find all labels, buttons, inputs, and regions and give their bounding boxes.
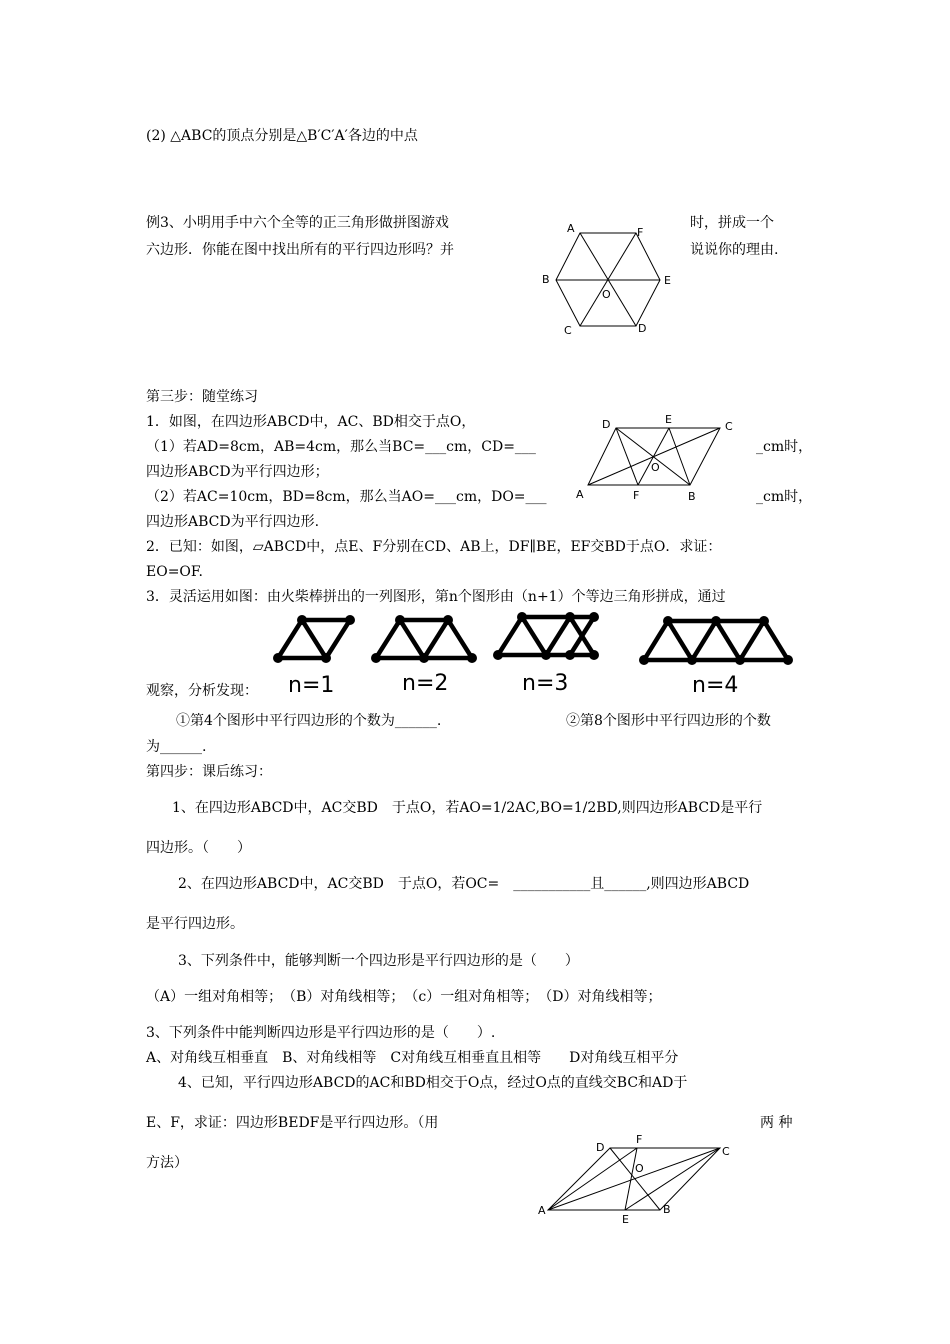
p1-label-c: C	[725, 420, 733, 433]
text-line: 1、在四边形ABCD中，AC交BD 于点O，若AO=1/2AC,BO=1/2BD,则四边形ABCD是平行	[172, 800, 763, 816]
p1-label-e: E	[665, 413, 672, 426]
hexagon-figure	[530, 220, 690, 345]
p2-label-f: F	[636, 1133, 643, 1146]
section-heading: 第四步：课后练习：	[146, 764, 272, 780]
hex-label-e: E	[664, 274, 671, 287]
text-line: (2) △ABC的顶点分别是△B′C′A′各边的中点	[146, 128, 418, 144]
text-line: 观察，分析发现：	[146, 683, 258, 699]
example3-text: 例3、小明用手中六个全等的正三角形做拼图游戏	[146, 215, 449, 231]
matchstick-figures	[270, 610, 800, 700]
text-line: 四边形ABCD为平行四边形；	[146, 464, 329, 480]
hex-label-a: A	[567, 222, 575, 235]
p2-label-b: B	[663, 1203, 671, 1216]
example3-text: 说说你的理由.	[690, 242, 779, 258]
hex-label-d: D	[638, 322, 647, 335]
text-line: 3．灵活运用如图：由火柴棒拼出的一列图形，第n个图形由（n+1）个等边三角形拼成，通过	[146, 589, 726, 605]
text-line: （2）若AC=10cm，BD=8cm，那么当AO=___cm，DO=___	[146, 489, 547, 505]
hex-label-c: C	[564, 324, 572, 337]
p2-label-o: O	[635, 1162, 644, 1175]
text-line: ①第4个图形中平行四边形的个数为______.	[176, 713, 442, 729]
text-line: 3、下列条件中能判断四边形是平行四边形的是（ ）.	[146, 1025, 496, 1041]
p1-label-b: B	[688, 490, 696, 503]
text-line: 是平行四边形。	[146, 916, 244, 932]
text-line: 4、已知，平行四边形ABCD的AC和BD相交于O点，经过O点的直线交BC和AD于	[178, 1075, 688, 1091]
text-line: E、F，求证：四边形BEDF是平行四边形。（用	[146, 1115, 439, 1131]
example3-text: 六边形．你能在图中找出所有的平行四边形吗？并	[146, 242, 454, 258]
text-line: 2．已知：如图，▱ABCD中，点E、F分别在CD、AB上，DF∥BE，EF交BD于点O．求证：	[146, 539, 722, 555]
text-line: _cm时，	[756, 439, 813, 455]
text-line: 2、在四边形ABCD中，AC交BD 于点O，若OC= ___________且______,则四边形ABCD	[178, 876, 750, 892]
hex-label-b: B	[542, 273, 550, 286]
n1-label: n=1	[288, 673, 335, 698]
hex-label-o: O	[602, 288, 611, 301]
text-line: 两 种	[760, 1115, 793, 1131]
p2-label-c: C	[722, 1145, 730, 1158]
text-line: 1．如图，在四边形ABCD中，AC、BD相交于点O，	[146, 414, 476, 430]
n4-label: n=4	[692, 673, 739, 698]
text-line: 3、下列条件中，能够判断一个四边形是平行四边形的是（ ）	[178, 953, 579, 969]
p2-label-d: D	[596, 1141, 605, 1154]
n2-label: n=2	[402, 671, 449, 696]
p1-label-d: D	[602, 418, 611, 431]
text-line: 四边形。（ ）	[146, 840, 251, 856]
n3-label: n=3	[522, 671, 569, 696]
p1-label-f: F	[633, 489, 640, 502]
text-line: 为______.	[146, 739, 207, 755]
p2-label-e: E	[622, 1213, 629, 1226]
text-line: A、对角线互相垂直 B、对角线相等 C对角线互相垂直且相等 D对角线互相平分	[146, 1050, 679, 1066]
p1-label-a: A	[576, 488, 584, 501]
text-line: 方法）	[146, 1155, 188, 1171]
text-line: _cm时，	[756, 489, 813, 505]
section-heading: 第三步：随堂练习	[146, 389, 258, 405]
text-line: （A）一组对角相等； （B）对角线相等； （c）一组对角相等； （D）对角线相等；	[146, 989, 662, 1005]
text-line: EO=OF.	[146, 564, 203, 580]
parallelogram-figure-1	[570, 408, 740, 506]
text-line: 四边形ABCD为平行四边形.	[146, 514, 320, 530]
text-line: （1）若AD=8cm，AB=4cm，那么当BC=___cm，CD=___	[146, 439, 536, 455]
p1-label-o: O	[651, 461, 660, 474]
example3-text: 时，拼成一个	[690, 215, 774, 231]
parallelogram-figure-2	[535, 1130, 745, 1230]
hex-label-f: F	[637, 226, 644, 239]
text-line: ②第8个图形中平行四边形的个数	[566, 713, 771, 729]
p2-label-a: A	[538, 1204, 546, 1217]
